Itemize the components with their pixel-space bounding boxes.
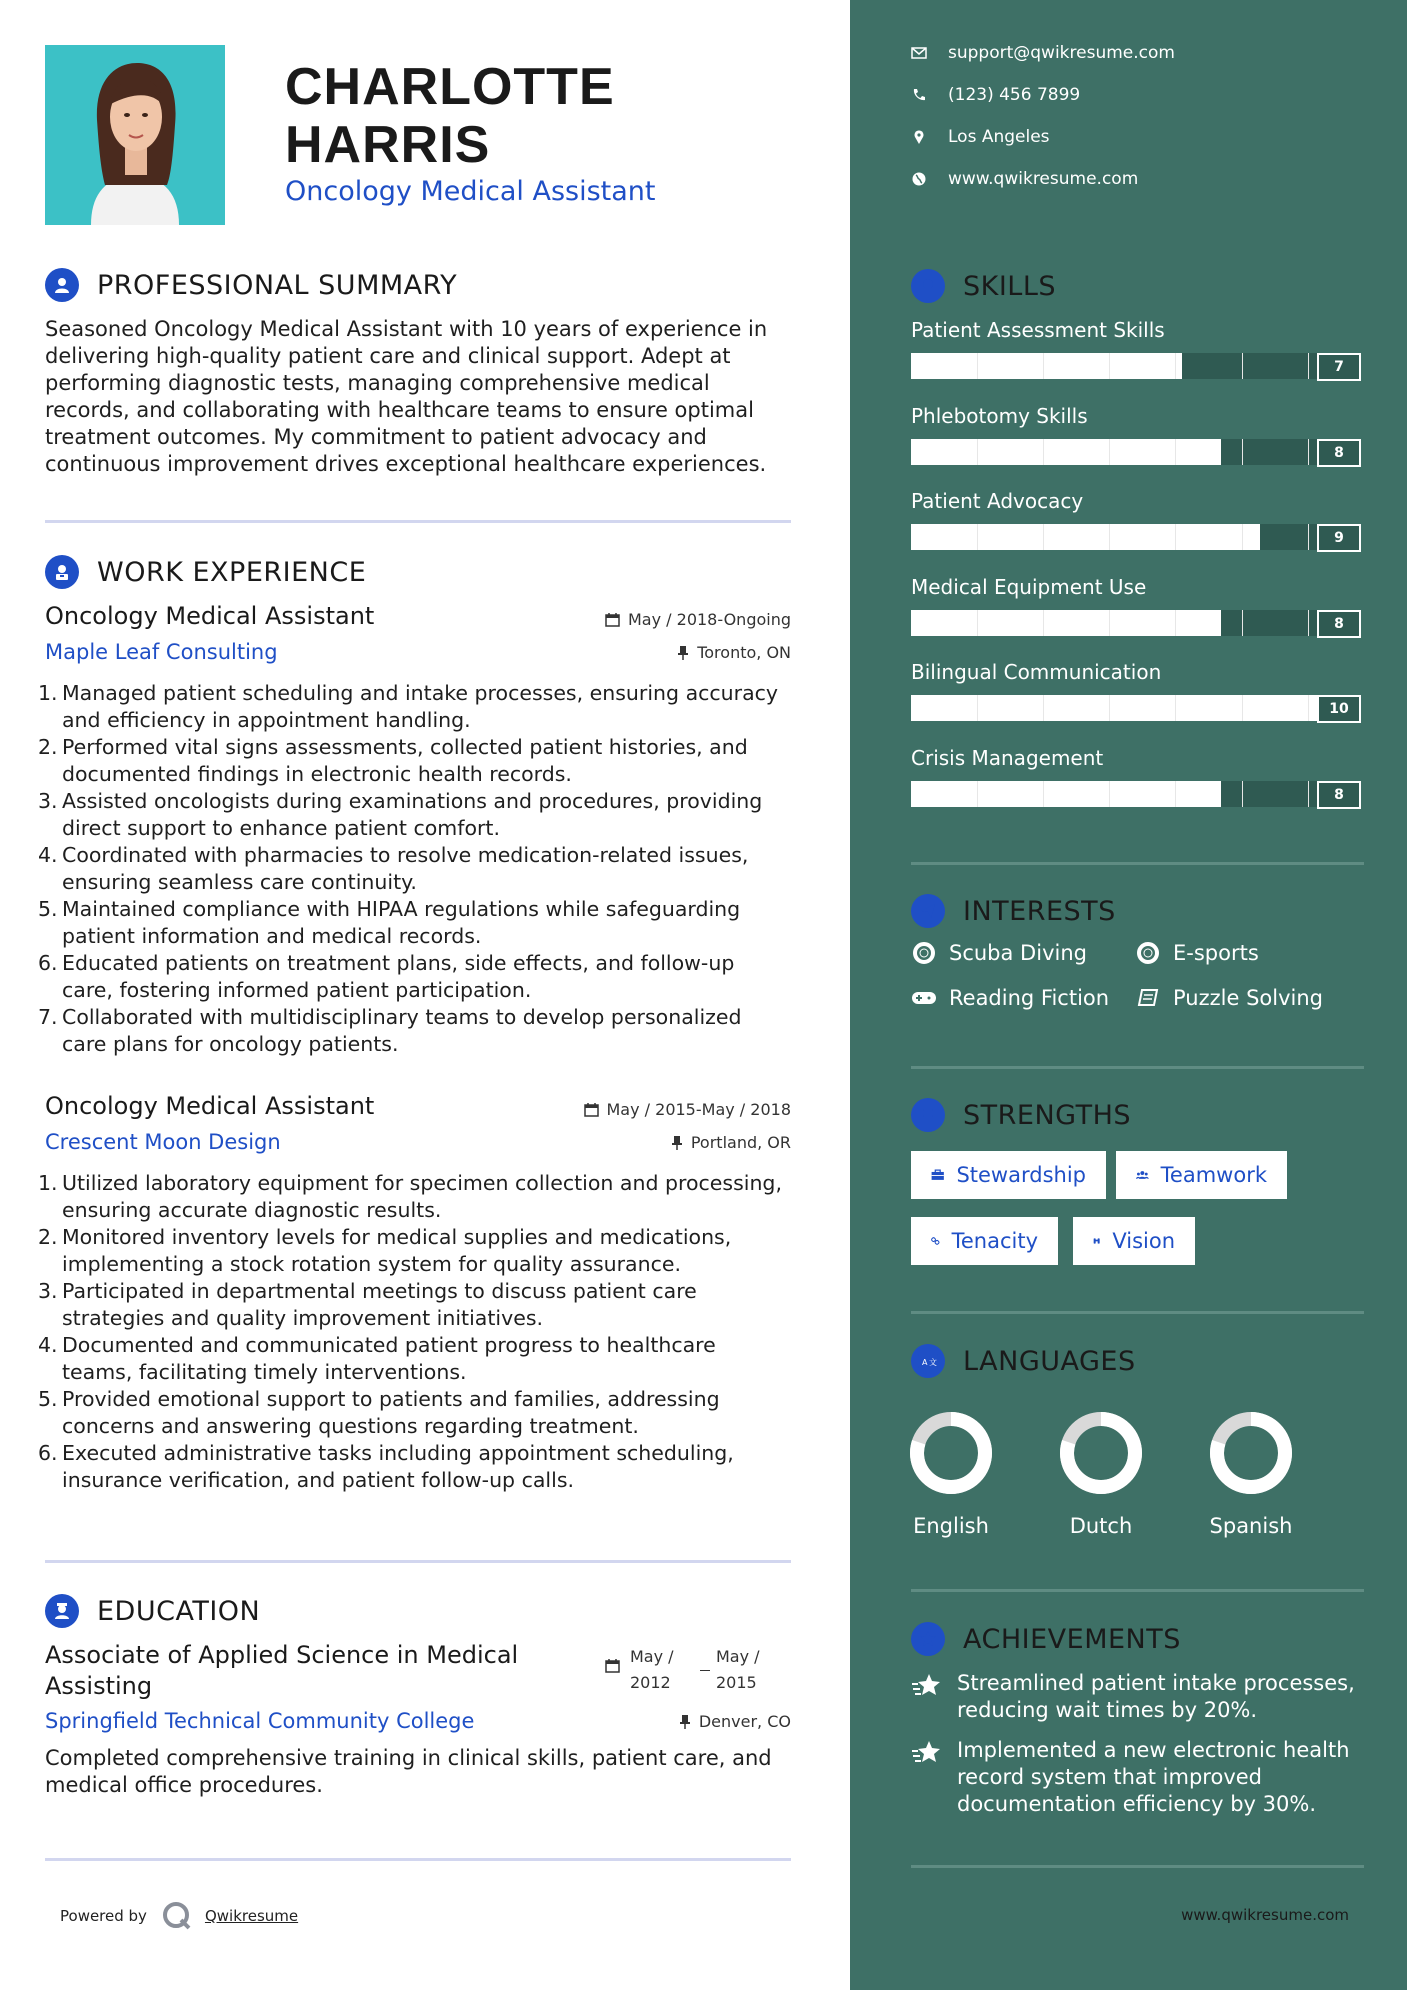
languages-section-header [911, 1344, 1136, 1378]
profile-photo [45, 45, 225, 225]
list-number: 1. [38, 681, 58, 705]
skill-score: 8 [1317, 781, 1361, 809]
strength-label: Vision [1112, 1229, 1175, 1253]
skill-segment [1043, 524, 1044, 550]
achievements-title: ACHIEVEMENTS [963, 1623, 1181, 1655]
pin-icon [679, 1714, 691, 1729]
star-award-icon [911, 1622, 945, 1656]
binoculars-icon [1093, 1231, 1100, 1251]
globe-icon [910, 172, 928, 186]
sidebar-divider [911, 1589, 1364, 1592]
email-text[interactable]: support@qwikresume.com [948, 43, 1175, 63]
strength-badge [911, 1217, 1058, 1265]
list-item [38, 842, 788, 896]
education-end: May / 2015 [716, 1647, 760, 1692]
lightbulb-icon [911, 269, 945, 303]
strength-label: Tenacity [951, 1229, 1038, 1253]
skill-segment [1043, 695, 1044, 721]
education-description: Completed comprehensive training in clinical skills, patient care, and medical office procedures. [45, 1746, 772, 1797]
users-icon [1136, 1166, 1149, 1184]
summary-text: Seasoned Oncology Medical Assistant with 10 years of experience in delivering high-quality patient care and clinical support. Adept at performing diagnostic tests, managing comprehensive medical records, and collaborating with healthcare teams to ensure optimal treatment outcomes. My commitment to patient advocacy and continuous improvement drives exceptional healthcare experiences. [45, 317, 768, 476]
book-icon [1135, 988, 1161, 1008]
languages-title: LANGUAGES [963, 1345, 1136, 1377]
interest-label: Reading Fiction [949, 986, 1110, 1010]
list-text: Provided emotional support to patients and families, addressing concerns and answering questions regarding treatment. [62, 1387, 720, 1438]
education-dates [605, 1644, 778, 1696]
list-item [38, 1278, 788, 1332]
sidebar-divider [911, 1311, 1364, 1314]
list-item [38, 896, 788, 950]
skill-fill [911, 524, 1260, 550]
list-number: 4. [38, 843, 58, 867]
list-text: Assisted oncologists during examinations and procedures, providing direct support to enhance patient comfort. [62, 789, 763, 840]
list-item [38, 950, 788, 1004]
list-text: Documented and communicated patient progress to healthcare teams, facilitating timely interventions. [62, 1333, 716, 1384]
list-item [38, 1386, 788, 1440]
interest-label: E-sports [1173, 941, 1259, 965]
language-item [891, 1408, 1011, 1538]
list-text: Coordinated with pharmacies to resolve medication-related issues, ensuring seamless care continuity. [62, 843, 749, 894]
list-number: 5. [38, 1387, 58, 1411]
skill-segment [1242, 439, 1243, 465]
interest-label: Puzzle Solving [1173, 986, 1323, 1010]
skill-segment [977, 610, 978, 636]
pin-icon [671, 1135, 683, 1150]
list-text: Performed vital signs assessments, collected patient histories, and documented findings in electronic health records. [62, 735, 748, 786]
job-title: Oncology Medical Assistant [45, 602, 375, 630]
map-marker-icon [910, 130, 928, 144]
skills-title: SKILLS [963, 270, 1057, 302]
achievements-section-header [911, 1622, 1181, 1656]
skill-label: Bilingual Communication [911, 660, 1162, 684]
envelope-icon [910, 47, 928, 59]
skill-label: Patient Assessment Skills [911, 318, 1165, 342]
skill-label: Patient Advocacy [911, 489, 1084, 513]
job-bullet-list [38, 1170, 788, 1494]
skill-segment [1175, 353, 1176, 379]
gamepad-icon [911, 990, 937, 1006]
language-donut [906, 1408, 996, 1498]
paper-plane-icon [911, 894, 945, 928]
list-number: 2. [38, 1225, 58, 1249]
interest-item [1135, 986, 1323, 1010]
section-divider [45, 520, 791, 523]
skill-segment [1175, 439, 1176, 465]
fist-icon [911, 1098, 945, 1132]
strength-badge [1116, 1151, 1287, 1199]
strengths-section-header [911, 1098, 1131, 1132]
degree-title: Associate of Applied Science in Medical Assisting [45, 1641, 519, 1700]
interest-label: Scuba Diving [949, 941, 1087, 965]
education-location [679, 1712, 791, 1731]
star-icon [911, 1737, 947, 1818]
job-dates [584, 1100, 792, 1119]
skill-segment [1109, 610, 1110, 636]
skill-fill [911, 695, 1361, 721]
skill-segment [1242, 353, 1243, 379]
language-donut [1206, 1408, 1296, 1498]
list-text: Collaborated with multidisciplinary teams to develop personalized care plans for oncology patients. [62, 1005, 742, 1056]
interest-item [911, 941, 1087, 965]
skill-segment [977, 695, 978, 721]
skill-segment [1308, 781, 1309, 807]
language-label: English [913, 1514, 989, 1538]
skill-segment [977, 439, 978, 465]
skill-score: 9 [1317, 524, 1361, 552]
footer-website[interactable]: www.qwikresume.com [1181, 1906, 1349, 1924]
skill-fill [911, 353, 1182, 379]
list-item [38, 734, 788, 788]
job-bullet-list [38, 680, 788, 1058]
list-text: Educated patients on treatment plans, side effects, and follow-up care, fostering informed patient participation. [62, 951, 735, 1002]
briefcase-user-icon [45, 555, 79, 589]
list-item [38, 1004, 788, 1058]
work-section-header [45, 555, 366, 589]
skill-segment [1175, 524, 1176, 550]
skills-section-header [911, 269, 1056, 303]
achievement-text: Implemented a new electronic health record system that improved documentation efficiency by 30%. [957, 1738, 1350, 1816]
job-location-text: Portland, OR [690, 1133, 791, 1152]
list-text: Managed patient scheduling and intake processes, ensuring accuracy and efficiency in appointment handling. [62, 681, 779, 732]
language-icon [911, 1344, 945, 1378]
list-text: Monitored inventory levels for medical supplies and medications, implementing a stock rotation system for quality assurance. [62, 1225, 732, 1276]
name-line-1: CHARLOTTE [285, 58, 615, 116]
list-item [38, 1332, 788, 1386]
date-separator [700, 1644, 710, 1671]
job-location [677, 643, 791, 662]
job-company: Crescent Moon Design [45, 1130, 281, 1154]
strength-label: Teamwork [1160, 1163, 1267, 1187]
list-number: 5. [38, 897, 58, 921]
skill-segment [1109, 439, 1110, 465]
skill-label: Crisis Management [911, 745, 1104, 770]
interests-title: INTERESTS [963, 895, 1116, 927]
skill-segment [1308, 610, 1309, 636]
education-location-text: Denver, CO [698, 1712, 791, 1731]
section-divider [45, 1858, 791, 1861]
list-text: Maintained compliance with HIPAA regulations while safeguarding patient information and medical records. [62, 897, 741, 948]
skill-segment [977, 524, 978, 550]
skill-segment [1308, 524, 1309, 550]
strength-label: Stewardship [956, 1163, 1086, 1187]
job-dates-text: May / 2015-May / 2018 [606, 1100, 791, 1119]
job-location [671, 1133, 791, 1152]
strengths-title: STRENGTHS [963, 1099, 1132, 1131]
skill-segment [1242, 610, 1243, 636]
skill-bar [911, 781, 1361, 807]
list-item [38, 1440, 788, 1494]
skill-segment [1308, 353, 1309, 379]
skill-score: 7 [1317, 353, 1361, 381]
work-title: WORK EXPERIENCE [97, 556, 367, 588]
lifebuoy-icon [911, 942, 937, 964]
svg-text:A: A [922, 1358, 928, 1367]
job-dates [605, 610, 791, 629]
summary-title: PROFESSIONAL SUMMARY [97, 269, 458, 301]
skill-label: Medical Equipment Use [911, 574, 1147, 599]
skill-segment [1175, 781, 1176, 807]
contact-location [910, 127, 1050, 147]
list-number: 6. [38, 951, 58, 975]
list-number: 3. [38, 1279, 58, 1303]
phone-icon [910, 88, 928, 102]
skill-bar [911, 439, 1361, 465]
skill-score: 8 [1317, 439, 1361, 467]
achievement-item [911, 1670, 1361, 1724]
skill-segment [1109, 695, 1110, 721]
list-item [38, 680, 788, 734]
location-text: Los Angeles [948, 127, 1050, 147]
contact-email [910, 43, 1175, 63]
candidate-role: Oncology Medical Assistant [285, 176, 656, 207]
achievement-item [911, 1737, 1361, 1818]
language-label: Dutch [1069, 1514, 1133, 1538]
strength-badge [911, 1151, 1106, 1199]
skill-segment [977, 781, 978, 807]
job-location-text: Toronto, ON [697, 643, 791, 662]
job-dates-text: May / 2018-Ongoing [628, 610, 791, 629]
skill-segment [1043, 610, 1044, 636]
skill-segment [1242, 524, 1243, 550]
skill-segment [1043, 439, 1044, 465]
lifebuoy-icon [1135, 942, 1161, 964]
sidebar-divider [911, 1865, 1364, 1868]
briefcase-icon [931, 1166, 944, 1184]
qwikresume-logo-icon [161, 1900, 193, 1932]
powered-by [60, 1900, 298, 1932]
section-divider [45, 1560, 791, 1563]
language-label: Spanish [1209, 1514, 1293, 1538]
interest-item [911, 986, 1109, 1010]
sidebar-divider [911, 1066, 1364, 1069]
list-text: Participated in departmental meetings to discuss patient care strategies and quality improvement initiatives. [62, 1279, 697, 1330]
job-company: Maple Leaf Consulting [45, 640, 278, 664]
list-number: 1. [38, 1171, 58, 1195]
list-text: Utilized laboratory equipment for specimen collection and processing, ensuring accurate diagnostic results. [62, 1171, 782, 1222]
language-item [1041, 1408, 1161, 1538]
skill-segment [1308, 439, 1309, 465]
skill-segment [1109, 353, 1110, 379]
education-section-header [45, 1594, 260, 1628]
graduate-icon [45, 1594, 79, 1628]
user-icon [45, 268, 79, 302]
skill-segment [977, 353, 978, 379]
list-number: 4. [38, 1333, 58, 1357]
skill-bar [911, 610, 1361, 636]
strength-badge [1073, 1217, 1195, 1265]
language-donut [1056, 1408, 1146, 1498]
language-item [1191, 1408, 1311, 1538]
skill-bar [911, 524, 1361, 550]
skill-segment [1175, 695, 1176, 721]
skill-segment [1109, 781, 1110, 807]
summary-section-header [45, 268, 457, 302]
list-number: 7. [38, 1005, 58, 1029]
list-number: 3. [38, 789, 58, 813]
sidebar-divider [911, 862, 1364, 865]
interest-item [1135, 941, 1259, 965]
svg-text:文: 文 [929, 1358, 937, 1367]
link-icon [931, 1231, 940, 1251]
education-title: EDUCATION [97, 1595, 261, 1627]
skill-label: Phlebotomy Skills [911, 403, 1088, 428]
phone-text[interactable]: (123) 456 7899 [948, 85, 1081, 105]
calendar-icon [584, 1102, 599, 1117]
skill-segment [1242, 695, 1243, 721]
skill-segment [1109, 524, 1110, 550]
calendar-icon [605, 612, 620, 627]
list-number: 6. [38, 1441, 58, 1465]
list-item [38, 788, 788, 842]
job-title: Oncology Medical Assistant [45, 1092, 375, 1120]
brand-link[interactable]: Qwikresume [204, 1907, 299, 1925]
list-item [38, 1224, 788, 1278]
skill-segment [1308, 695, 1309, 721]
achievement-text: Streamlined patient intake processes, reducing wait times by 20%. [957, 1671, 1355, 1722]
pin-icon [677, 645, 689, 660]
interests-section-header [911, 894, 1116, 928]
list-number: 2. [38, 735, 58, 759]
skill-segment [1043, 781, 1044, 807]
skill-bar [911, 353, 1361, 379]
calendar-icon [605, 1658, 620, 1673]
website-text[interactable]: www.qwikresume.com [948, 169, 1139, 189]
star-icon [911, 1670, 947, 1724]
skill-bar [911, 695, 1361, 721]
skill-segment [1175, 610, 1176, 636]
school-name: Springfield Technical Community College [45, 1709, 475, 1733]
list-text: Executed administrative tasks including appointment scheduling, insurance verification, and patient follow-up calls. [62, 1441, 734, 1492]
skill-segment [1043, 353, 1044, 379]
contact-phone [910, 85, 1080, 105]
candidate-name [285, 58, 615, 174]
name-line-2: HARRIS [285, 116, 491, 174]
education-start: May / 2012 [630, 1647, 674, 1692]
skill-segment [1242, 781, 1243, 807]
contact-website [910, 169, 1138, 189]
powered-by-label: Powered by [60, 1907, 147, 1925]
list-item [38, 1170, 788, 1224]
skill-score: 10 [1317, 695, 1361, 723]
skill-score: 8 [1317, 610, 1361, 638]
